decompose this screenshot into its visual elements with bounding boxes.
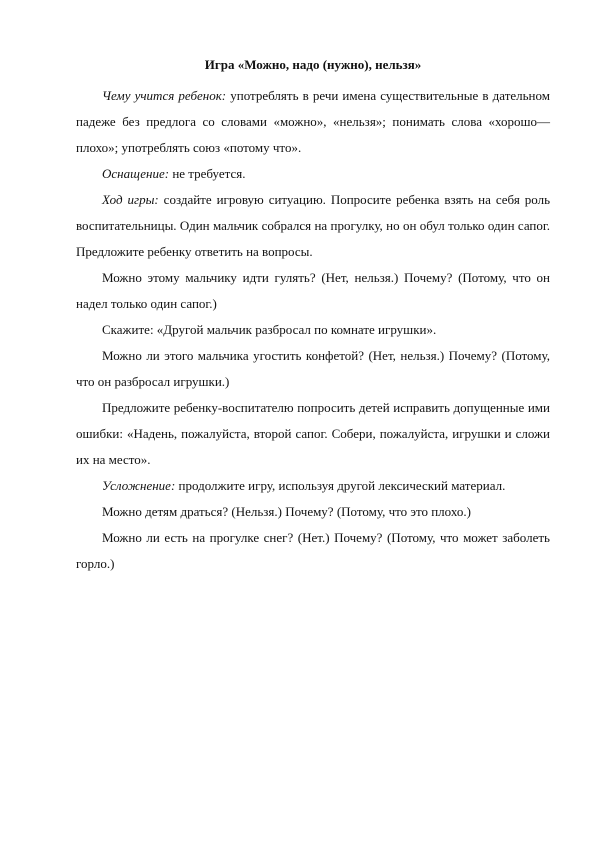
paragraph-equipment	[76, 161, 550, 187]
paragraph-label: Усложнение:	[102, 478, 176, 493]
page-title: Игра «Можно, надо (нужно), нельзя»	[204, 57, 422, 72]
paragraph-say	[76, 317, 550, 343]
paragraph-label: Оснащение:	[102, 166, 170, 181]
paragraph-text: Скажите: «Другой мальчик разбросал по комнате игрушки».	[102, 322, 437, 337]
paragraph-text: не требуется.	[169, 166, 246, 181]
paragraph-text: Можно этому мальчику идти гулять? (Нет, нельзя.) Почему? (Потому, что он надел только один сапог.)	[76, 270, 550, 311]
paragraph-question-2	[76, 343, 550, 395]
paragraph-label: Чему учится ребенок:	[102, 88, 227, 103]
paragraph-question-4	[76, 525, 550, 577]
paragraph-label: Ход игры:	[102, 192, 159, 207]
paragraph-text: Предложите ребенку-воспитателю попросить детей исправить допущенные ими ошибки: «Надень, пожалуйста, второй сапог. Собери, пожалуйста, игрушки и сложи их на место».	[76, 400, 550, 467]
document-body	[76, 57, 550, 577]
paragraph-question-1	[76, 265, 550, 317]
paragraph-complication	[76, 473, 550, 499]
paragraph-text: Можно детям драться? (Нельзя.) Почему? (Потому, что это плохо.)	[102, 504, 471, 519]
paragraph-game-flow	[76, 187, 550, 265]
paragraph-text: продолжите игру, используя другой лексический материал.	[175, 478, 506, 493]
paragraph-text: употреблять в речи имена существительные в дательном падеже без предлога со словами «можно», «нельзя»; понимать слова «хорошо—плохо»; употреблять союз «потому что».	[76, 88, 550, 155]
paragraph-text: Можно ли есть на прогулке снег? (Нет.) Почему? (Потому, что может заболеть горло.)	[76, 530, 550, 571]
paragraph-question-3	[76, 499, 550, 525]
paragraph-what-child-learns	[76, 83, 550, 161]
paragraph-correct-mistakes	[76, 395, 550, 473]
paragraph-text: создайте игровую ситуацию. Попросите ребенка взять на себя роль воспитательницы. Один мальчик собрался на прогулку, но он обул только один сапог. Предложите ребенку ответить на вопросы.	[76, 192, 550, 259]
paragraph-text: Можно ли этого мальчика угостить конфетой? (Нет, нельзя.) Почему? (Потому, что он разбросал игрушки.)	[76, 348, 550, 389]
